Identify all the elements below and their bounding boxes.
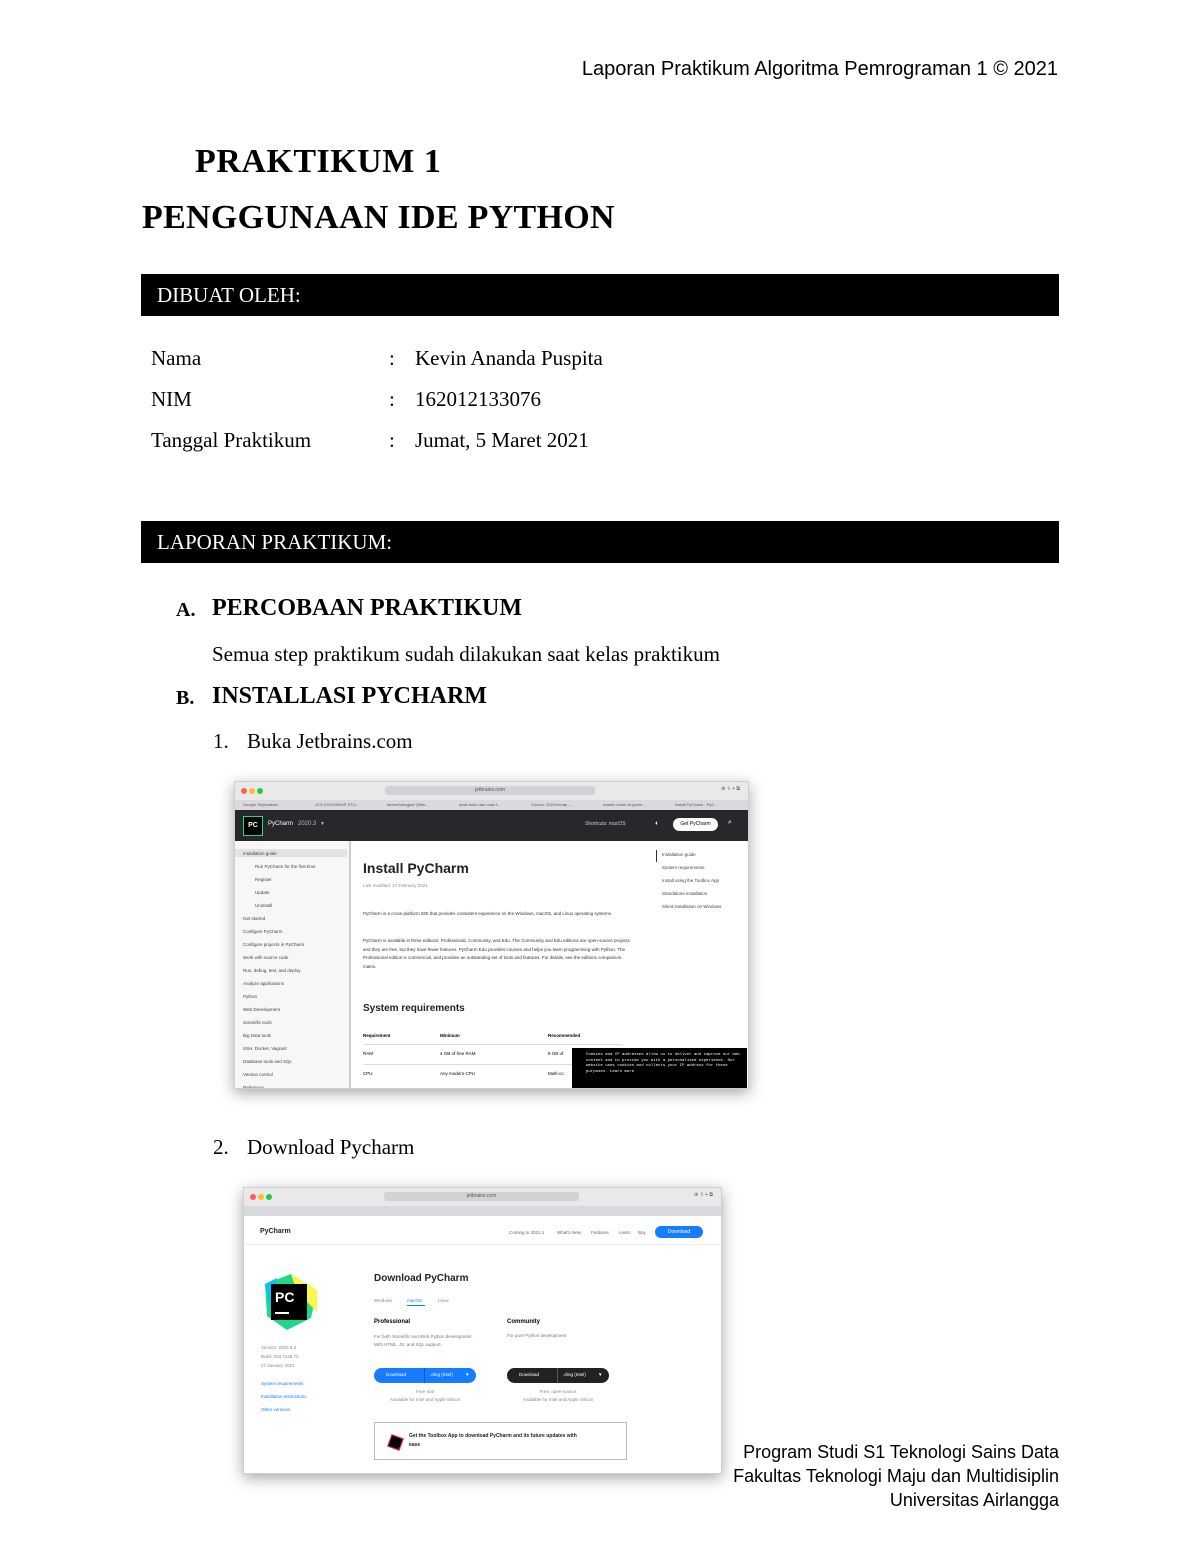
doc-heading: Install PyCharm bbox=[363, 860, 469, 876]
browser-tabs bbox=[244, 1206, 721, 1216]
browser-actions-icon: ⊕ ⇧ + ⧉ bbox=[693, 1192, 713, 1198]
footer-line: Universitas Airlangga bbox=[889, 1490, 1059, 1510]
table-cell: 8 GB of bbox=[548, 1051, 564, 1056]
nav-item: Register bbox=[255, 877, 272, 882]
toolbox-text: Get the Toolbox App to download PyCharm and its future updates with ease bbox=[409, 1433, 577, 1448]
nav-item: Uninstall bbox=[255, 903, 273, 908]
topnav-item: Learn bbox=[619, 1230, 631, 1235]
shortcuts-select: Shortcuts: macOS bbox=[585, 821, 626, 827]
toolbox-icon bbox=[387, 1434, 404, 1451]
pro-title: Professional bbox=[374, 1319, 411, 1325]
date-label: Tanggal Praktikum bbox=[151, 428, 312, 452]
release-date: 27 January 2021 bbox=[261, 1363, 295, 1368]
minimize-dot bbox=[249, 788, 255, 794]
divider bbox=[244, 1244, 721, 1245]
footer bbox=[733, 1440, 1059, 1512]
screenshot-install-pycharm bbox=[234, 781, 749, 1089]
split-divider bbox=[424, 1368, 425, 1383]
com-desc: For pure Python development bbox=[507, 1333, 567, 1338]
search-icon: ⌕ bbox=[728, 819, 732, 826]
com-note: Available for Intel and Apple Silicon bbox=[522, 1397, 594, 1402]
os-tab: Linux bbox=[438, 1298, 449, 1303]
nav-item: Python bbox=[243, 994, 258, 999]
toc-item: Install using the Toolbox App bbox=[662, 878, 719, 883]
nav-item: Configure PyCharm bbox=[243, 929, 283, 934]
toc-item: Standalone installation bbox=[662, 891, 708, 896]
link: Installation instructions bbox=[261, 1394, 307, 1399]
nav-item: Get started bbox=[243, 916, 266, 921]
cookie-text: Cookies and IP addresses allow us to deliver and improve our web content and to provide you with a personalized experience. Our website uses cookies and collects your IP address for these purposes. Learn more bbox=[586, 1053, 740, 1074]
browser-toolbar bbox=[235, 782, 748, 800]
nim-label: NIM bbox=[151, 387, 192, 411]
tab: anak buku dan main t... bbox=[459, 802, 501, 807]
screenshot-download-pycharm bbox=[243, 1187, 722, 1474]
doc-paragraph: PyCharm is a cross-platform IDE that provides consistent experience on the Windows, macOS, and Linux operating systems. bbox=[363, 911, 613, 916]
step-2-text: Download Pycharm bbox=[247, 1135, 415, 1159]
tab: Google Terjemahan bbox=[243, 802, 278, 807]
build-text: Build: 203.7148.72 bbox=[261, 1354, 299, 1359]
pycharm-logo-icon bbox=[261, 1272, 319, 1332]
os-tab: Windows bbox=[374, 1298, 393, 1303]
os-tab-underline bbox=[407, 1305, 425, 1306]
theme-toggle-icon: ◐ bbox=[655, 820, 660, 827]
topnav-item: Coming in 2021.1 bbox=[509, 1230, 545, 1235]
com-format-label: .dmg (Intel) bbox=[563, 1372, 586, 1377]
section-a-title: PERCOBAAN PRAKTIKUM bbox=[212, 595, 522, 621]
table-cell: CPU bbox=[363, 1071, 373, 1076]
get-pycharm-button: Get PyCharm bbox=[673, 818, 718, 831]
table-header: Requirement bbox=[363, 1033, 391, 1038]
chevron-down-icon: ▼ bbox=[320, 821, 325, 827]
topnav-item: What's New bbox=[557, 1230, 581, 1235]
pycharm-logo-icon: PC bbox=[243, 816, 263, 836]
colon: : bbox=[389, 387, 395, 411]
last-modified: Last modified: 17 February 2021 bbox=[363, 883, 428, 888]
table-cell: 4 GB of free RAM bbox=[440, 1051, 476, 1056]
created-by-label: DIBUAT OLEH: bbox=[157, 283, 301, 307]
section-b-title: INSTALLASI PYCHARM bbox=[212, 683, 487, 709]
report-bar bbox=[141, 521, 1059, 563]
nav-item: Scientific tools bbox=[243, 1020, 272, 1025]
colon: : bbox=[389, 346, 395, 370]
browser-actions-icon: ⊕ ⇧ + ⧉ bbox=[720, 786, 740, 792]
date-value: Jumat, 5 Maret 2021 bbox=[415, 428, 589, 452]
toc-item: System requirements bbox=[662, 865, 705, 870]
nav-item: SSH, Docker, Vagrant bbox=[243, 1046, 287, 1051]
browser-toolbar bbox=[244, 1188, 721, 1206]
section-b-letter: B. bbox=[176, 687, 195, 709]
version-select: 2020.3 bbox=[298, 821, 317, 827]
name-value: Kevin Ananda Puspita bbox=[415, 346, 603, 370]
page-title: PRAKTIKUM 1 bbox=[195, 143, 442, 180]
com-download-button bbox=[507, 1368, 609, 1383]
footer-line: Fakultas Teknologi Maju dan Multidisiplin bbox=[733, 1466, 1059, 1486]
product-bar bbox=[235, 810, 748, 841]
nav-item: Database tools and SQL bbox=[243, 1059, 293, 1064]
cookie-banner bbox=[572, 1048, 747, 1088]
url-bar: jetbrains.com bbox=[385, 786, 595, 795]
report-label: LAPORAN PRAKTIKUM: bbox=[157, 530, 393, 554]
section-a-letter: A. bbox=[176, 599, 196, 621]
chevron-down-icon: ▼ bbox=[465, 1372, 470, 1377]
chevron-down-icon: ▼ bbox=[598, 1372, 603, 1377]
header-note: Laporan Praktikum Algoritma Pemrograman 1 © 2021 bbox=[581, 58, 1058, 80]
topnav-item: Features bbox=[591, 1230, 609, 1235]
nav-item: Version control bbox=[243, 1072, 273, 1077]
created-by-bar bbox=[141, 274, 1059, 316]
section-a-body: Semua step praktikum sudah dilakukan saat kelas praktikum bbox=[212, 642, 720, 666]
tab: Course: 2021Genap -... bbox=[531, 802, 573, 807]
product-name: PyCharm bbox=[268, 821, 294, 827]
close-dot bbox=[241, 788, 247, 794]
footer-line: Program Studi S1 Teknologi Sains Data bbox=[743, 1442, 1059, 1462]
pro-note: Free trial bbox=[416, 1389, 434, 1394]
tab: Install PyCharm - PyC... bbox=[675, 802, 718, 807]
download-heading: Download PyCharm bbox=[374, 1273, 469, 1284]
pro-download-label: Download bbox=[386, 1372, 407, 1377]
step-1-number: 1. bbox=[213, 729, 229, 753]
table-cell: Any modern CPU bbox=[440, 1071, 476, 1076]
os-tab: macOS bbox=[407, 1298, 423, 1303]
nav-item: Work with source code bbox=[243, 955, 289, 960]
product-name: PyCharm bbox=[260, 1228, 291, 1235]
colon: : bbox=[389, 428, 395, 452]
browser-tabs bbox=[235, 800, 748, 810]
com-download-label: Download bbox=[519, 1372, 540, 1377]
toc-marker bbox=[656, 850, 657, 862]
name-label: Nama bbox=[151, 346, 202, 370]
nav-item: Configure projects in PyCharm bbox=[243, 942, 305, 947]
split-divider bbox=[557, 1368, 558, 1383]
com-title: Community bbox=[507, 1319, 540, 1325]
toolbox-banner bbox=[374, 1422, 627, 1460]
table-cell: RAM bbox=[363, 1051, 373, 1056]
maximize-dot bbox=[266, 1194, 272, 1200]
tab: farmerfoengjam (Mhs... bbox=[387, 802, 429, 807]
doc-paragraph: PyCharm is available in three editions: Professional, Community, and Edu. The Community and Edu editions are open-source projects and they are free, but they have fewer features. PyCharm Edu provides courses and helps you learn programming with Python. The Professional edition is commercial, and provides an outstanding set of tools and features. For details, see the editions comparison matrix. bbox=[363, 938, 630, 969]
toc-item: Silent installation on Windows bbox=[662, 904, 722, 909]
nav-item: Installation guide bbox=[243, 851, 277, 856]
close-dot bbox=[250, 1194, 256, 1200]
tab: JCG EXCHANGE STU... bbox=[315, 802, 360, 807]
table-divider bbox=[363, 1044, 623, 1045]
pro-format-label: .dmg (Intel) bbox=[430, 1372, 453, 1377]
com-note: Free, open-source bbox=[539, 1389, 577, 1394]
logo-text: PC bbox=[275, 1289, 295, 1305]
sidebar-nav bbox=[235, 841, 351, 1088]
nav-item: Update bbox=[255, 890, 270, 895]
nim-value: 162012133076 bbox=[415, 387, 541, 411]
table-header: Minimum bbox=[440, 1033, 460, 1038]
toc-item: Installation guide bbox=[662, 852, 696, 857]
version-text: Version: 2020.3.3 bbox=[261, 1345, 297, 1350]
minimize-dot bbox=[258, 1194, 264, 1200]
step-1-text: Buka Jetbrains.com bbox=[247, 729, 413, 753]
pro-download-button bbox=[374, 1368, 476, 1383]
pro-desc: For both Scientific and Web Python development. With HTML, JS, and SQL support. bbox=[374, 1334, 473, 1347]
url-bar: jetbrains.com bbox=[384, 1192, 579, 1201]
nav-item: Run PyCharm for the first time bbox=[255, 864, 316, 869]
maximize-dot bbox=[257, 788, 263, 794]
topnav-item: Buy bbox=[638, 1230, 646, 1235]
table-cell: Multi-co bbox=[548, 1071, 564, 1076]
sysreq-heading: System requirements bbox=[363, 1003, 465, 1014]
step-2-number: 2. bbox=[213, 1135, 229, 1159]
table-header: Recommended bbox=[548, 1033, 581, 1038]
nav-item: Web Development bbox=[243, 1007, 280, 1012]
nav-item: Big Data tools bbox=[243, 1033, 272, 1038]
tab: master mode di pyche... bbox=[603, 802, 646, 807]
link: System requirements bbox=[261, 1381, 304, 1386]
download-nav-button: Download bbox=[655, 1226, 703, 1238]
link: Other versions bbox=[261, 1407, 291, 1412]
page-subtitle: PENGGUNAAN IDE PYTHON bbox=[142, 199, 615, 236]
nav-item: Analyze applications bbox=[243, 981, 285, 986]
nav-item: Reference bbox=[243, 1085, 264, 1089]
pro-note: Available for Intel and Apple Silicon bbox=[389, 1397, 461, 1402]
nav-item: Run, debug, test, and deploy bbox=[243, 968, 301, 973]
